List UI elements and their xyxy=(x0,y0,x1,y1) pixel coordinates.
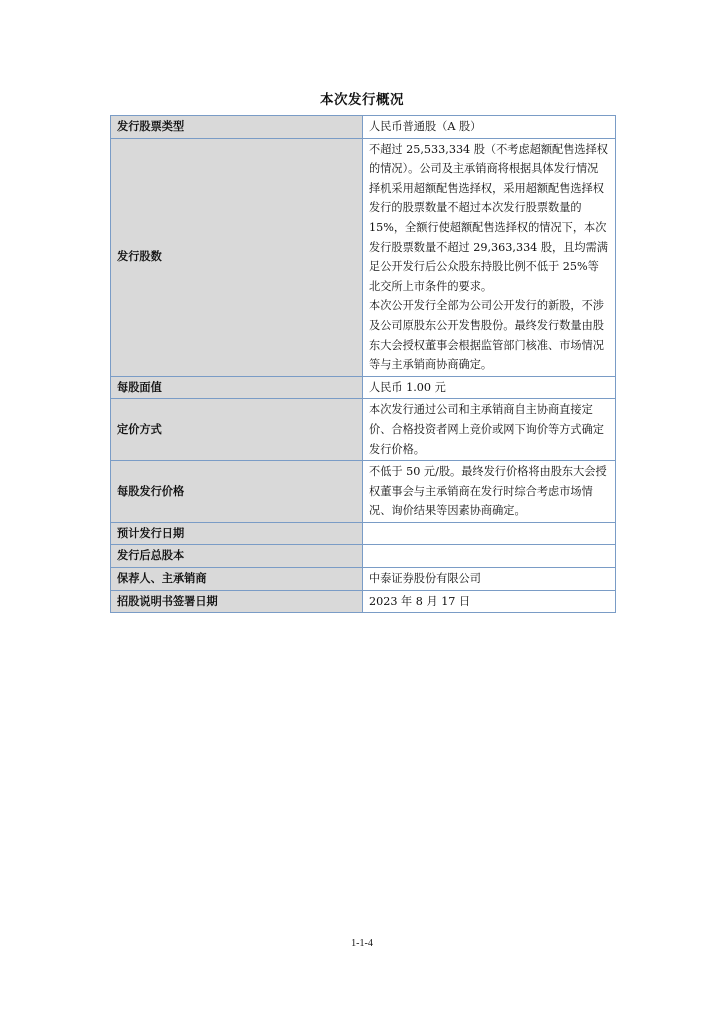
row-value-shares-issued xyxy=(363,138,616,376)
value-paragraph: 本次公开发行全部为公司公开发行的新股，不涉及公司原股东公开发售股份。最终发行数量由股东大会授权董事会根据监管部门核准、市场情况等与主承销商协商确定。 xyxy=(369,299,604,372)
table-row xyxy=(111,376,616,399)
row-label-par-value: 每股面值 xyxy=(111,376,363,399)
row-label-pricing-method: 定价方式 xyxy=(111,399,363,461)
row-label-stock-type: 发行股票类型 xyxy=(111,116,363,139)
value-paragraph: 不低于 50 元/股。最终发行价格将由股东大会授权董事会与主承销商在发行时综合考虑市场情况、询价结果等因素协商确定。 xyxy=(369,465,607,518)
row-value-issue-price xyxy=(363,461,616,523)
value-paragraph: 不超过 25,533,334 股（不考虑超额配售选择权的情况）。公司及主承销商将根据具体发行情况择机采用超额配售选择权，采用超额配售选择权发行的股票数量不超过本次发行股票数量的 15%，全额行使超额配售选择权的情况下，本次发行股票数量不超过 29,363,334 股，且均需满足公开发行后公众股东持股比例不低于 25%等北交所上市条件的要求。 xyxy=(369,142,608,293)
row-label-sponsor: 保荐人、主承销商 xyxy=(111,568,363,591)
row-label-signing-date: 招股说明书签署日期 xyxy=(111,590,363,613)
row-value-stock-type xyxy=(363,116,616,139)
table-row xyxy=(111,116,616,139)
table-row xyxy=(111,138,616,376)
table-row xyxy=(111,568,616,591)
row-value-par-value xyxy=(363,376,616,399)
value-paragraph: 本次发行通过公司和主承销商自主协商直接定价、合格投资者网上竞价或网下询价等方式确定发行价格。 xyxy=(369,403,604,456)
table-row xyxy=(111,399,616,461)
value-paragraph: 人民币 1.00 元 xyxy=(369,380,446,394)
row-label-expected-date: 预计发行日期 xyxy=(111,522,363,545)
row-value-signing-date xyxy=(363,590,616,613)
row-label-total-shares: 发行后总股本 xyxy=(111,545,363,568)
value-paragraph: 人民币普通股（A 股） xyxy=(369,120,482,133)
table-row xyxy=(111,545,616,568)
page-title: 本次发行概况 xyxy=(320,92,404,108)
table-row xyxy=(111,590,616,613)
row-value-sponsor xyxy=(363,568,616,591)
table-row xyxy=(111,522,616,545)
offering-overview-table xyxy=(110,115,616,613)
table-row xyxy=(111,461,616,523)
value-paragraph: 2023 年 8 月 17 日 xyxy=(369,594,471,608)
row-label-shares-issued: 发行股数 xyxy=(111,138,363,376)
row-label-issue-price: 每股发行价格 xyxy=(111,461,363,523)
row-value-pricing-method xyxy=(363,399,616,461)
row-value-total-shares xyxy=(363,545,616,568)
page-number: 1-1-4 xyxy=(351,938,373,949)
row-value-expected-date xyxy=(363,522,616,545)
value-paragraph: 中泰证券股份有限公司 xyxy=(369,572,481,586)
